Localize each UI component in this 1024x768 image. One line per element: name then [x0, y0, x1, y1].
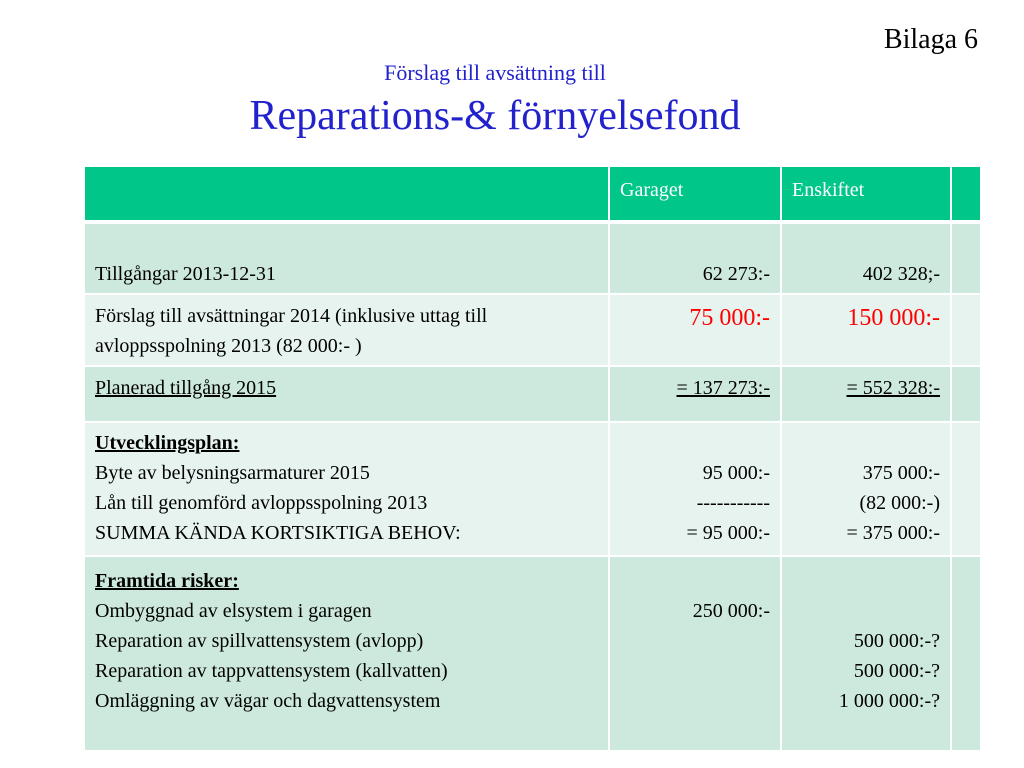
- row-development-extra: [952, 423, 980, 555]
- row-planned-enskiftet: [782, 367, 950, 421]
- row-allocation-label: [85, 295, 608, 365]
- row-risks-garaget: [610, 557, 780, 750]
- risks-enskiftet-value: 1 000 000:-?: [838, 690, 940, 712]
- row-planned-label: [85, 367, 608, 421]
- row-development-garaget: [610, 423, 780, 555]
- planned-garaget-text: = 137 273:-: [676, 377, 770, 399]
- row-assets-garaget: 62 273:-: [610, 224, 780, 293]
- row-planned-extra: [952, 367, 980, 421]
- development-garaget-value: = 95 000:-: [686, 522, 770, 544]
- row-risks-label: [85, 557, 608, 750]
- allocation-label-line: avloppsspolning 2013 (82 000:- ): [95, 335, 362, 357]
- planned-label-text: Planerad tillgång 2015: [95, 377, 277, 399]
- row-development-label: [85, 423, 608, 555]
- development-enskiftet-value: 375 000:-: [862, 462, 940, 484]
- row-planned-garaget: [610, 367, 780, 421]
- risks-heading: Framtida risker:: [95, 570, 239, 592]
- risks-garaget-value: 250 000:-: [692, 600, 770, 622]
- development-enskiftet-value: (82 000:-): [859, 492, 940, 514]
- risks-enskiftet-value: 500 000:-?: [853, 630, 940, 652]
- page-title: Reparations-& förnyelsefond: [249, 93, 741, 139]
- allocation-label-line: Förslag till avsättningar 2014 (inklusive uttag till: [95, 305, 488, 327]
- risks-line: Ombyggnad av elsystem i garagen: [95, 600, 372, 622]
- header-cell-extra: [952, 167, 980, 220]
- development-garaget-value: -----------: [696, 492, 770, 514]
- page-subtitle: Förslag till avsättning till: [384, 60, 606, 85]
- row-risks-enskiftet: [782, 557, 950, 750]
- appendix-label: Bilaga 6: [883, 24, 978, 55]
- development-heading: Utvecklingsplan:: [95, 432, 240, 454]
- header-cell-garaget: Garaget: [610, 167, 780, 220]
- row-assets-label: Tillgångar 2013-12-31: [85, 224, 608, 293]
- row-allocation-garaget: 75 000:-: [610, 295, 780, 365]
- development-line: Byte av belysningsarmaturer 2015: [95, 462, 370, 484]
- row-allocation-extra: [952, 295, 980, 365]
- development-garaget-value: 95 000:-: [702, 462, 770, 484]
- risks-line: Reparation av tappvattensystem (kallvatten): [95, 660, 448, 682]
- row-development-enskiftet: [782, 423, 950, 555]
- risks-enskiftet-value: 500 000:-?: [853, 660, 940, 682]
- development-line: SUMMA KÄNDA KORTSIKTIGA BEHOV:: [95, 522, 461, 544]
- fund-table: [85, 167, 980, 750]
- development-enskiftet-value: = 375 000:-: [846, 522, 940, 544]
- planned-enskiftet-text: = 552 328:-: [846, 377, 940, 399]
- risks-line: Omläggning av vägar och dagvattensystem: [95, 690, 441, 712]
- development-line: Lån till genomförd avloppsspolning 2013: [95, 492, 428, 514]
- header-cell-label: [85, 167, 608, 220]
- row-allocation-enskiftet: 150 000:-: [782, 295, 950, 365]
- header-cell-enskiftet: Enskiftet: [782, 167, 950, 220]
- risks-line: Reparation av spillvattensystem (avlopp): [95, 630, 424, 652]
- row-assets-extra: [952, 224, 980, 293]
- row-risks-extra: [952, 557, 980, 750]
- row-assets-enskiftet: 402 328;-: [782, 224, 950, 293]
